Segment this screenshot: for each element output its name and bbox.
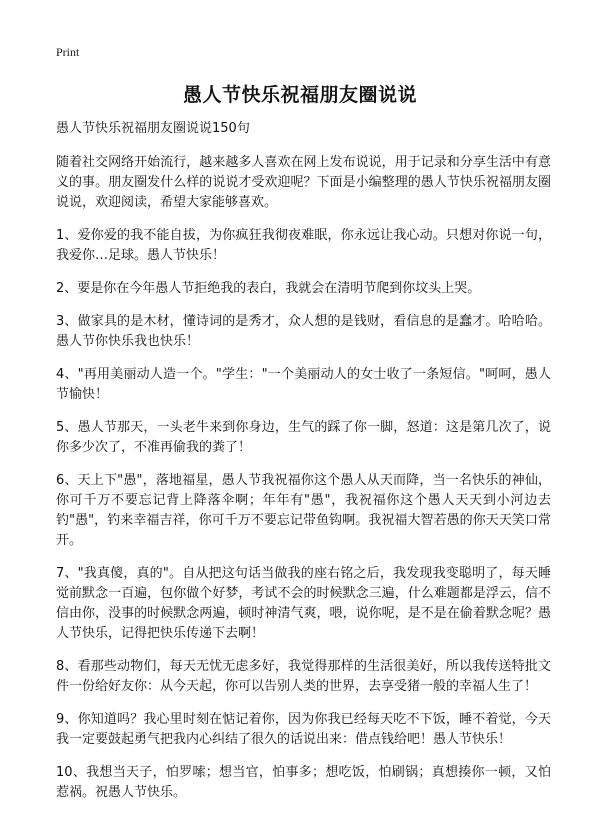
- print-link[interactable]: Print: [56, 45, 80, 59]
- page-title: 愚人节快乐祝福朋友圈说说: [182, 84, 417, 106]
- list-item: 10、我想当天子，怕罗嗦；想当官，怕事多；想吃饭，怕刷锅；真想揍你一顿，又怕惹祸。祝愚人节快乐。: [56, 765, 551, 800]
- article-body: [56, 119, 551, 816]
- list-item: 2、要是你在今年愚人节拒绝我的表白，我就会在清明节爬到你坟头上哭。: [56, 281, 481, 296]
- list-item: 9、你知道吗？我心里时刻在惦记着你，因为你我已经每天吃不下饭，睡不着觉，今天我一定要鼓起勇气把我内心纠结了很久的话说出来：借点钱给吧！愚人节快乐！: [56, 712, 551, 747]
- list-item: 3、做家具的是木材，懂诗词的是秀才，众人想的是钱财，看信息的是蠢才。哈哈哈。愚人节你快乐我也快乐！: [56, 314, 551, 349]
- article-subtitle: 愚人节快乐祝福朋友圈说说150句: [56, 121, 250, 136]
- list-item: 8、看那些动物们，每天无忧无虑多好，我觉得那样的生活很美好，所以我传送特批文件一份给好友你：从今天起，你可以告别人类的世界，去享受猪一般的幸福人生了！: [56, 659, 551, 694]
- list-item: 5、愚人节那天，一头老牛来到你身边，生气的踩了你一脚，怒道：这是第几次了，说你多少次了，不准再偷我的粪了！: [56, 420, 551, 455]
- intro-paragraph: 随着社交网络开始流行，越来越多人喜欢在网上发布说说，用于记录和分享生活中有意义的事。朋友圈发什么样的说说才受欢迎呢？下面是小编整理的愚人节快乐祝福朋友圈说说，欢迎阅读，希望大家能够喜欢。: [56, 155, 551, 210]
- list-item: 4、"再用美丽动人造一个。"学生："一个美丽动人的女士收了一条短信。"呵呵，愚人节愉快！: [56, 367, 551, 402]
- list-item: 1、爱你爱的我不能自拔，为你疯狂我彻夜难眠，你永远让我心动。只想对你说一句，我爱你…足球。愚人节快乐！: [56, 228, 551, 263]
- list-item: 7、"我真傻，真的"。自从把这句话当做我的座右铭之后，我发现我变聪明了，每天睡觉前默念一百遍，包你做个好梦，考试不会的时候默念三遍，什么难题都是浮云，信不信由你，没事的时候默念两遍，顿时神清气爽，喂，说你呢，是不是在偷着默念呢？愚人节快乐，记得把快乐传递下去啊！: [56, 566, 551, 641]
- list-item: 6、天上下"愚"，落地福星，愚人节我祝福你这个愚人从天而降，当一名快乐的神仙，你可千万不要忘记背上降落伞啊；年年有"愚"，我祝福你这个愚人天天到小河边去钓"愚"，钓来幸福吉祥，你可千万不要忘记带鱼钩啊。我祝福大智若愚的你天天笑口常开。: [56, 473, 551, 548]
